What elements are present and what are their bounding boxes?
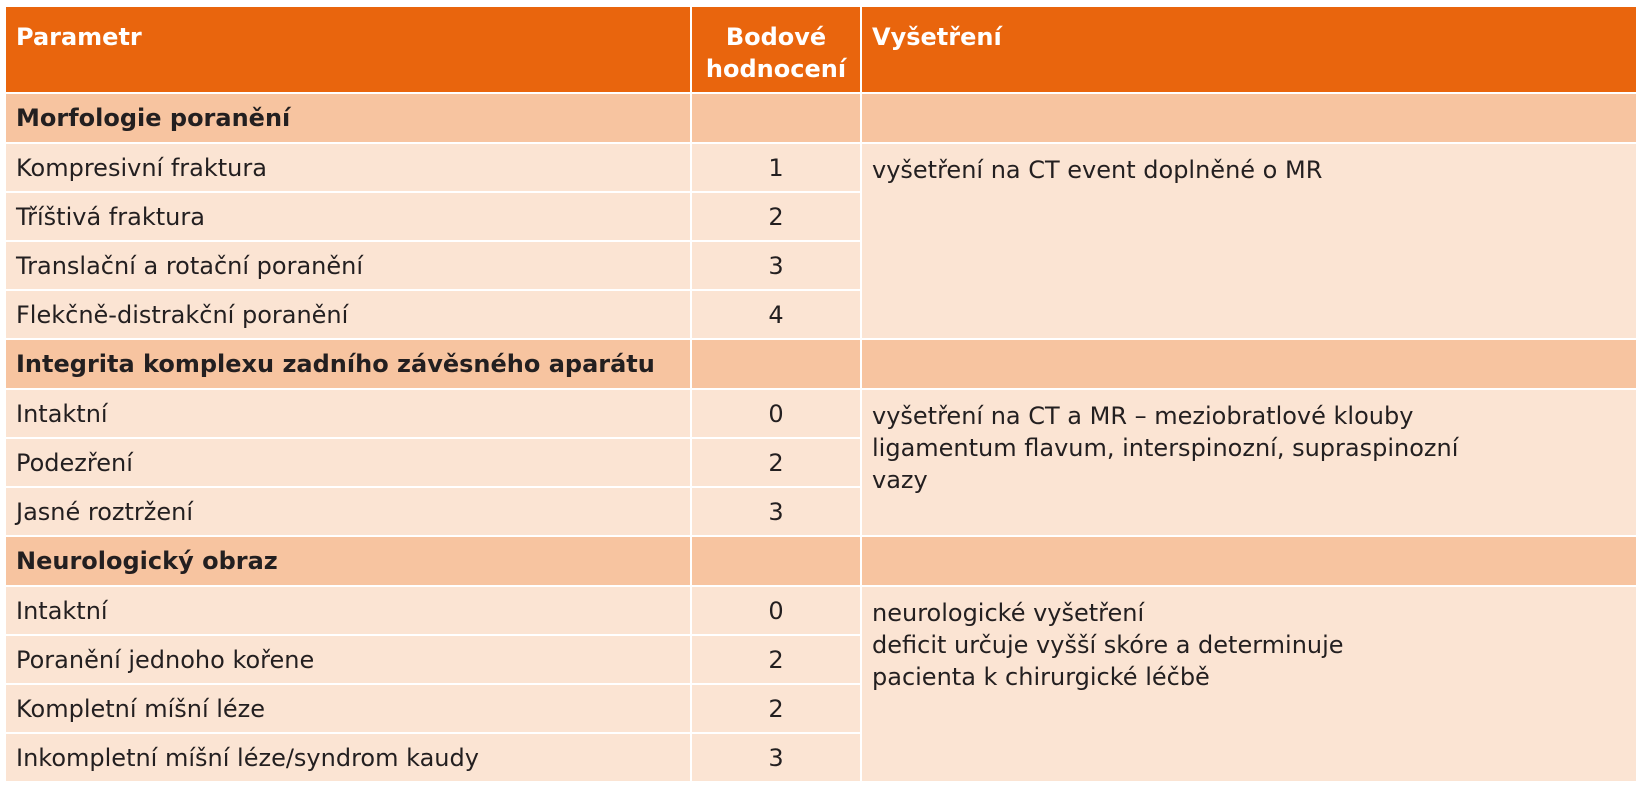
parameter-cell: Kompletní míšní léze: [5, 684, 691, 733]
exam-line: ligamentum flavum, interspinozní, supraspinozní: [872, 434, 1459, 462]
table-header: [5, 6, 1637, 93]
score-cell: 3: [691, 733, 861, 782]
header-score-line2: hodnocení: [705, 55, 847, 83]
section-score-empty: [691, 339, 861, 389]
section-row: [5, 536, 1637, 586]
section-title: Neurologický obraz: [5, 536, 691, 586]
exam-line: vazy: [872, 466, 928, 494]
table-row: [5, 143, 1637, 192]
table-row: [5, 586, 1637, 635]
table-body: [5, 93, 1637, 782]
parameter-cell: Flekčně-distrakční poranění: [5, 290, 691, 339]
table-row: [5, 389, 1637, 438]
section-score-empty: [691, 536, 861, 586]
score-cell: 2: [691, 192, 861, 241]
exam-cell: [861, 143, 1637, 339]
exam-line: neurologické vyšetření: [872, 599, 1145, 627]
section-title: Integrita komplexu zadního závěsného aparátu: [5, 339, 691, 389]
score-cell: 0: [691, 586, 861, 635]
score-cell: 0: [691, 389, 861, 438]
header-score-line1: Bodové: [725, 23, 827, 51]
score-cell: 3: [691, 241, 861, 290]
score-cell: 4: [691, 290, 861, 339]
tlics-table-container: [4, 5, 1638, 783]
tlics-table: [4, 5, 1638, 783]
exam-cell: [861, 389, 1637, 536]
exam-line: vyšetření na CT event doplněné o MR: [872, 156, 1323, 184]
exam-line: pacienta k chirurgické léčbě: [872, 663, 1210, 691]
parameter-cell: Podezření: [5, 438, 691, 487]
section-row: [5, 339, 1637, 389]
header-parameter: Parametr: [5, 6, 691, 93]
header-row: [5, 6, 1637, 93]
score-cell: 3: [691, 487, 861, 536]
score-cell: 2: [691, 684, 861, 733]
section-exam-empty: [861, 339, 1637, 389]
section-row: [5, 93, 1637, 143]
exam-line: deficit určuje vyšší skóre a determinuje: [872, 631, 1344, 659]
parameter-cell: Jasné roztržení: [5, 487, 691, 536]
parameter-cell: Intaktní: [5, 586, 691, 635]
parameter-cell: Translační a rotační poranění: [5, 241, 691, 290]
parameter-cell: Kompresivní fraktura: [5, 143, 691, 192]
header-exam: Vyšetření: [861, 6, 1637, 93]
header-score: [691, 6, 861, 93]
section-title: Morfologie poranění: [5, 93, 691, 143]
exam-cell: [861, 586, 1637, 782]
section-exam-empty: [861, 536, 1637, 586]
parameter-cell: Tříštivá fraktura: [5, 192, 691, 241]
exam-line: vyšetření na CT a MR – meziobratlové klouby: [872, 402, 1414, 430]
parameter-cell: Inkompletní míšní léze/syndrom kaudy: [5, 733, 691, 782]
score-cell: 2: [691, 438, 861, 487]
section-exam-empty: [861, 93, 1637, 143]
parameter-cell: Intaktní: [5, 389, 691, 438]
section-score-empty: [691, 93, 861, 143]
parameter-cell: Poranění jednoho kořene: [5, 635, 691, 684]
score-cell: 2: [691, 635, 861, 684]
score-cell: 1: [691, 143, 861, 192]
